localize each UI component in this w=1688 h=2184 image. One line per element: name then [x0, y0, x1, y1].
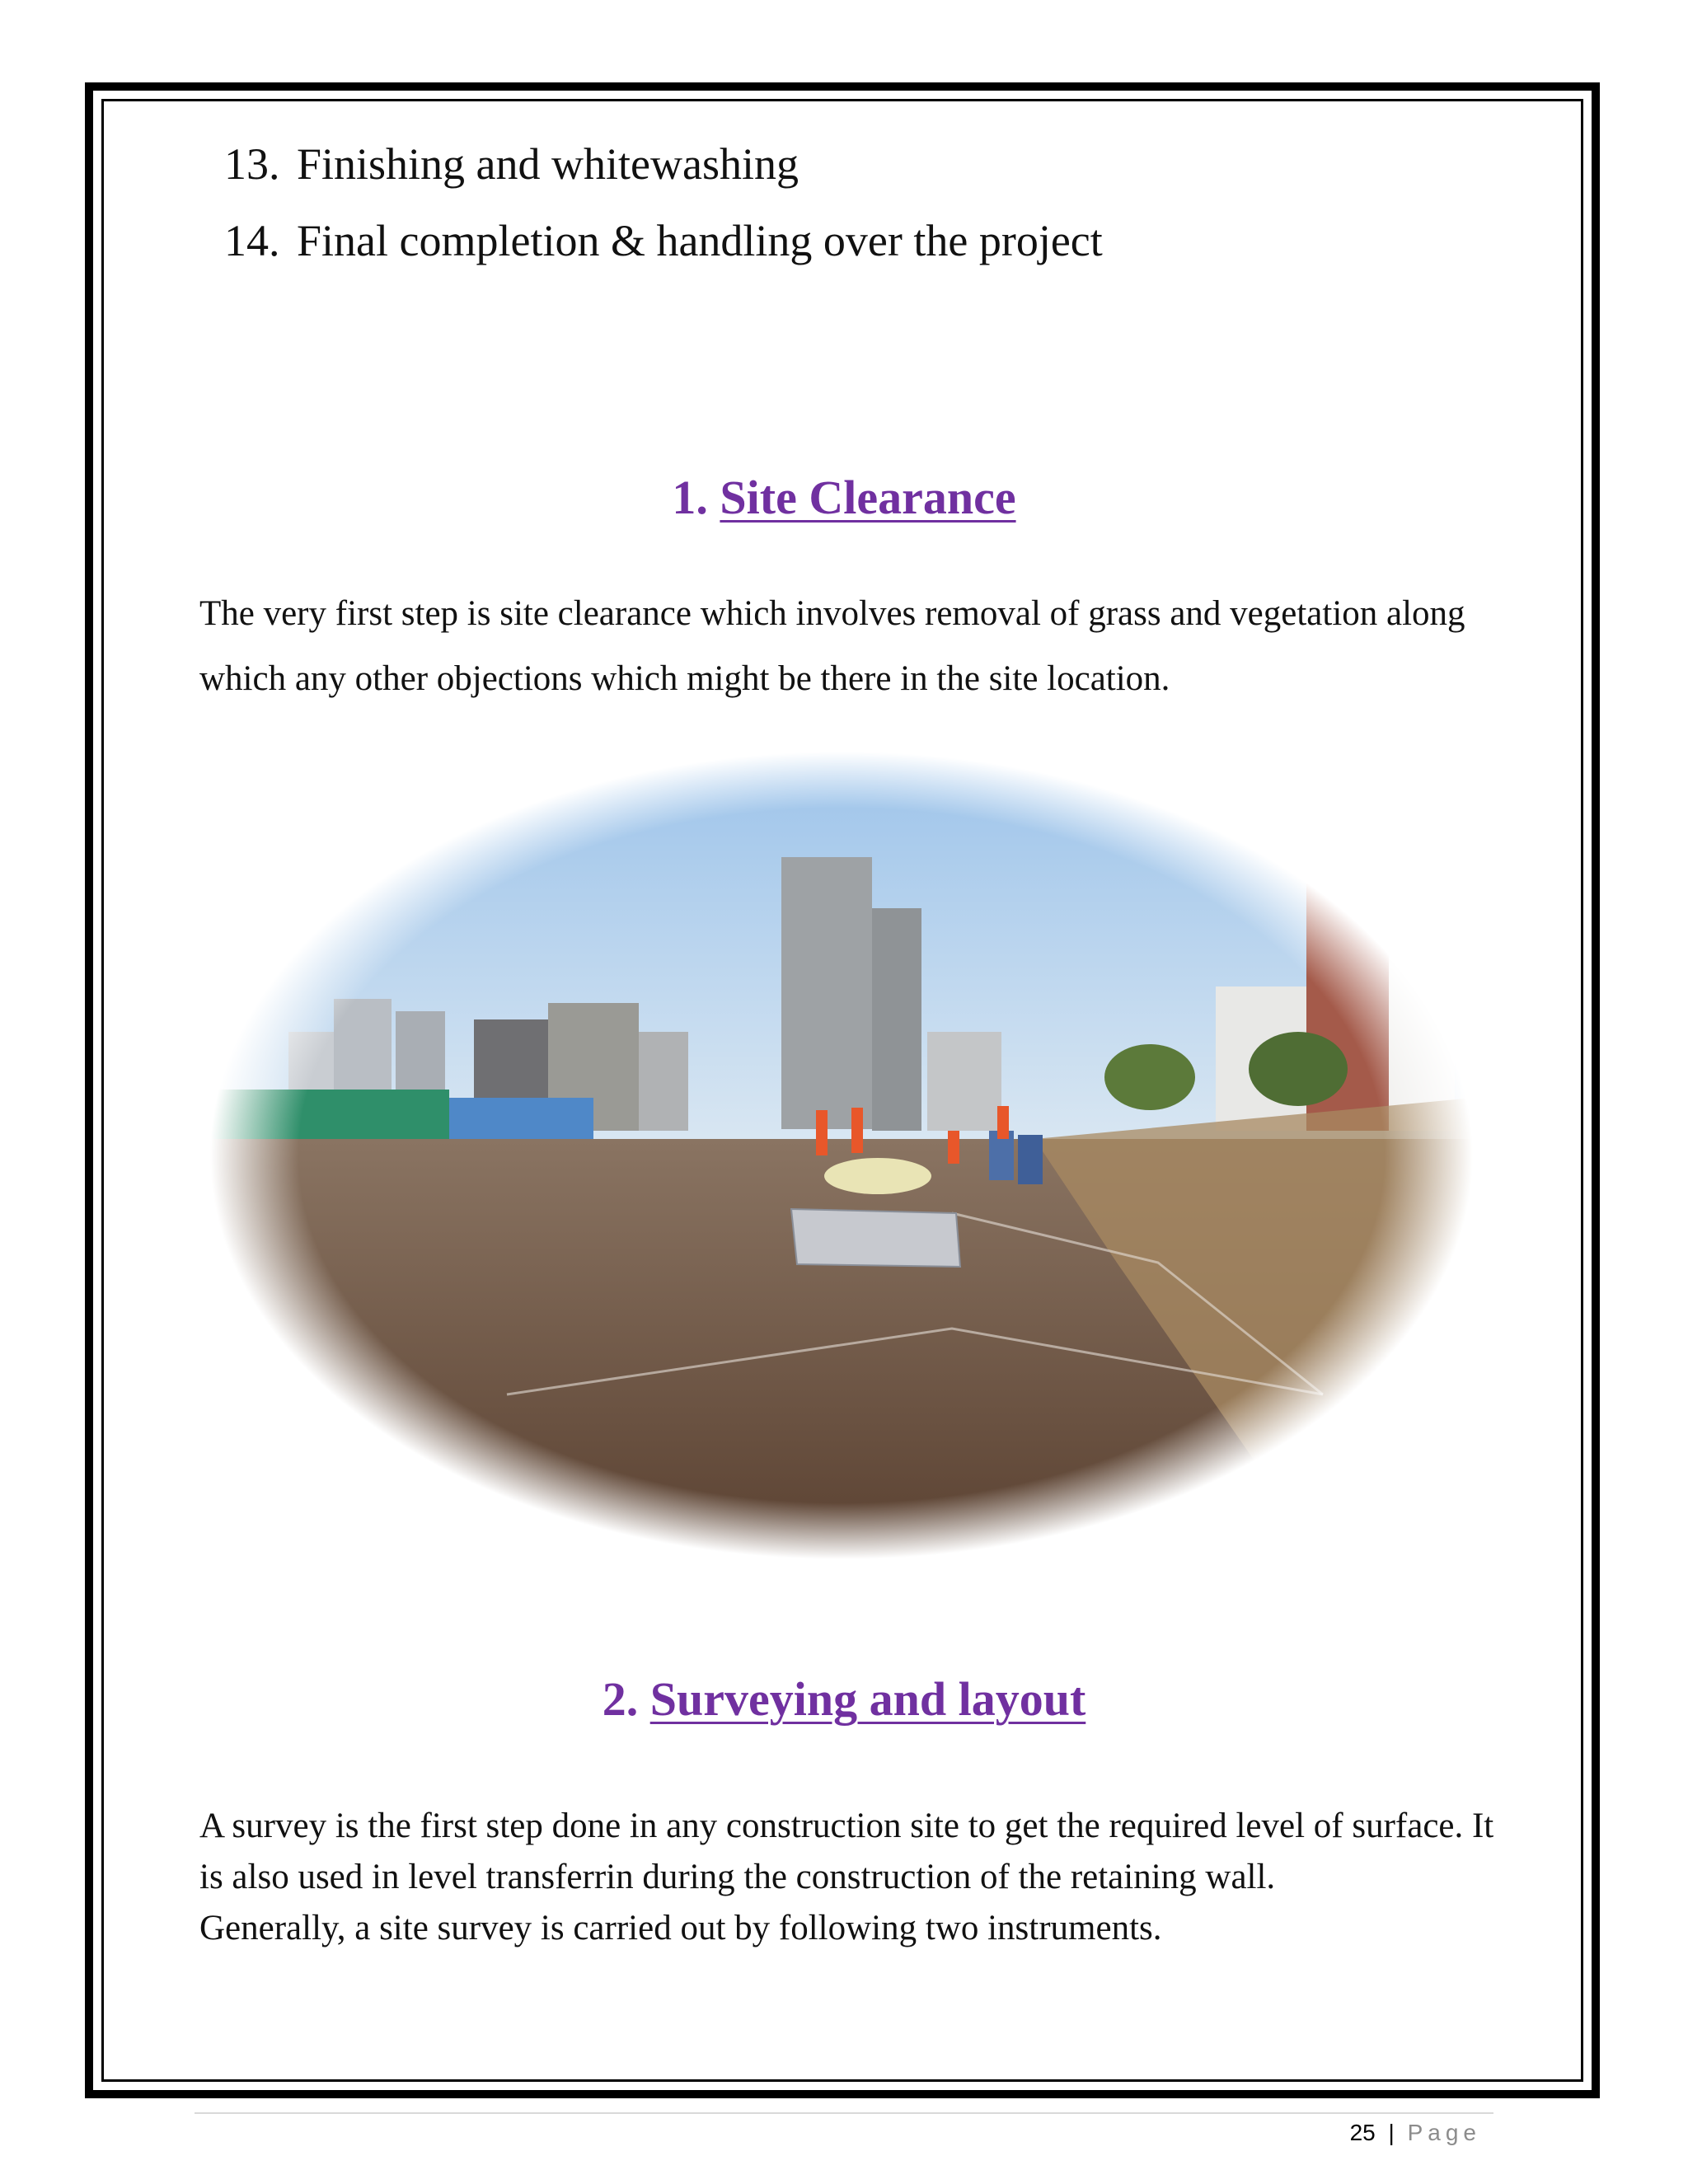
building — [639, 1032, 688, 1131]
cement-bags — [824, 1158, 931, 1194]
tower — [781, 857, 872, 1129]
footer-divider — [195, 2112, 1493, 2114]
building — [927, 1032, 1001, 1131]
tower — [872, 908, 921, 1131]
list-item-text: Finishing and whitewashing — [297, 139, 799, 189]
section-heading-site-clearance — [0, 470, 1688, 525]
list-item-number: 13. — [224, 139, 280, 189]
section-number: 2. — [602, 1672, 639, 1726]
surveying-paragraph — [199, 1801, 1502, 1954]
section-number: 1. — [672, 471, 708, 524]
paragraph-line: A survey is the first step done in any construction site to get the required level of surface. It is also used in level transferrin during the construction of the retaining wall. — [199, 1807, 1494, 1896]
list-item — [224, 138, 1103, 215]
paragraph-line: Generally, a site survey is carried out by following two instruments. — [199, 1909, 1162, 1947]
roofing-sheets — [791, 1209, 960, 1267]
site-clearance-paragraph: The very first step is site clearance which involves removal of grass and vegetation along which any other objections which might be there in the site location. — [199, 594, 1465, 698]
worker — [948, 1131, 959, 1164]
list-item-text: Final completion & handling over the project — [297, 216, 1103, 265]
worker — [997, 1106, 1009, 1139]
page-label: Page — [1407, 2120, 1481, 2145]
section-title: Surveying and layout — [649, 1672, 1086, 1726]
worker — [851, 1108, 863, 1153]
list-item — [224, 215, 1103, 292]
section-heading-surveying — [0, 1671, 1688, 1727]
page-footer — [1350, 2120, 1481, 2146]
footer-separator: | — [1388, 2120, 1395, 2145]
worker — [816, 1110, 828, 1155]
barrel — [1018, 1135, 1043, 1184]
site-clearance-photo — [210, 752, 1474, 1559]
page-number: 25 — [1349, 2120, 1376, 2145]
numbered-list — [224, 138, 1103, 292]
section-title: Site Clearance — [720, 471, 1016, 524]
tree — [1104, 1044, 1195, 1110]
tree — [1249, 1032, 1348, 1106]
list-item-number: 14. — [224, 216, 280, 265]
